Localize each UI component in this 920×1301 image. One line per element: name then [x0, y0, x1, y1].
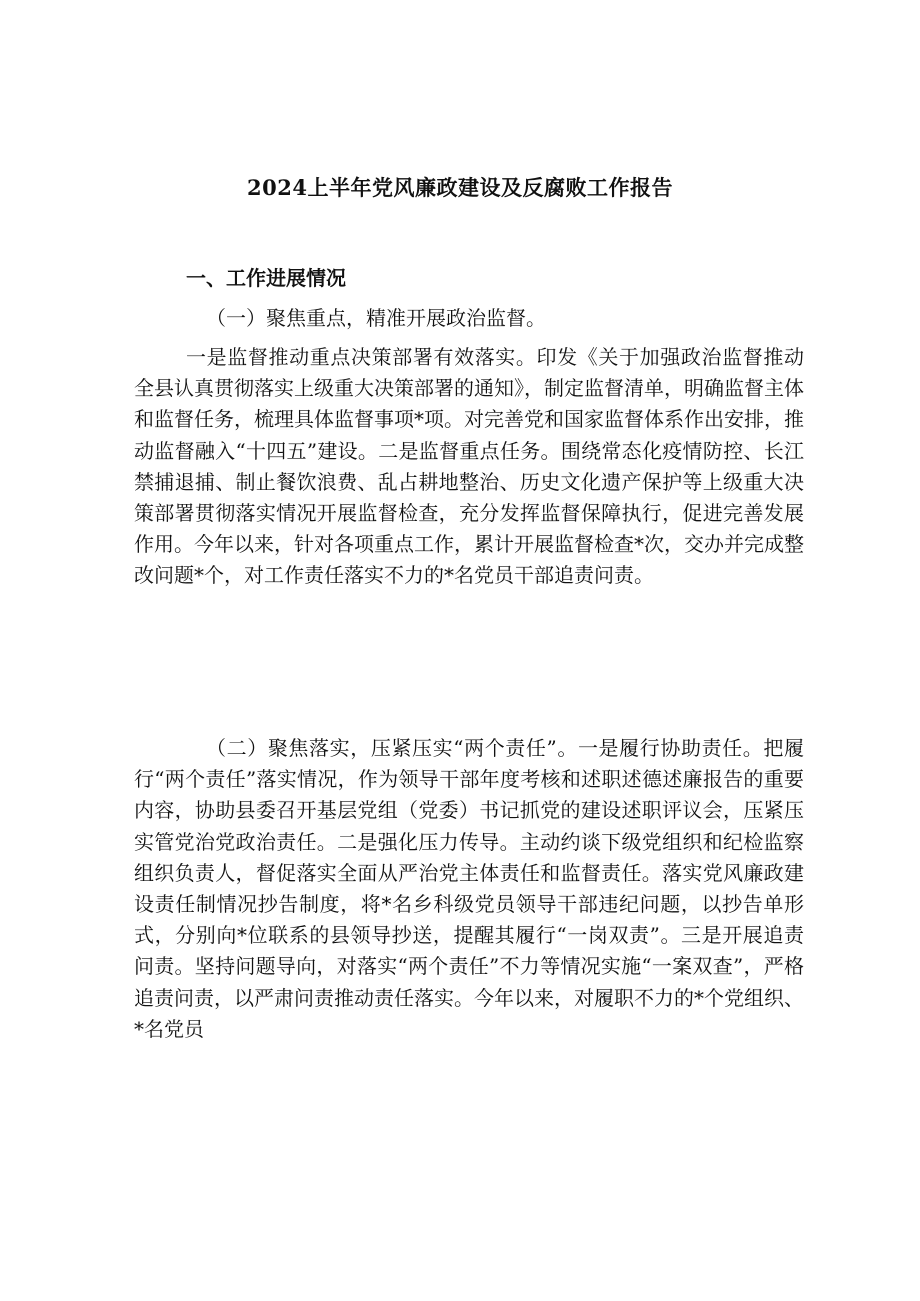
document-title: 2024上半年党风廉政建设及反腐败工作报告 [247, 175, 673, 200]
paragraph-supervision: 一是监督推动重点决策部署有效落实。印发《关于加强政治监督推动全县认真贯彻落实上级重大决策部署的通知》，制定监督清单，明确监督主体和监督任务，梳理具体监督事项*项。对完善党和国家监督体系作出安排，推动监督融入“十四五”建设。二是监督重点任务。围绕常态化疫情防控、长江禁捕退捕、制止餐饮浪费、乱占耕地整治、历史文化遗产保护等上级重大决策部署贯彻落实情况开展监督检查，充分发挥监督保障执行，促进完善发展作用。今年以来，针对各项重点工作，累计开展监督检查*次，交办并完成整改问题*个，对工作责任落实不力的*名党员干部追责问责。 [134, 345, 804, 588]
section-heading: 一、工作进展情况 [186, 266, 346, 290]
paragraph-responsibility: （二）聚焦落实，压紧压实“两个责任”。一是履行协助责任。把履行“两个责任”落实情况，作为领导干部年度考核和述职述德述廉报告的重要内容，协助县委召开基层党组（党委）书记抓党的建设述职评议会，压紧压实管党治党政治责任。二是强化压力传导。主动约谈下级党组织和纪检监察组织负责人，督促落实全面从严治党主体责任和监督责任。落实党风廉政建设责任制情况抄告制度，将*名乡科级党员领导干部违纪问题，以抄告单形式，分别向*位联系的县领导抄送，提醒其履行“一岗双责”。三是开展追责问责。坚持问题导向，对落实“两个责任”不力等情况实施“一案双查”，严格追责问责，以严肃问责推动责任落实。今年以来，对履职不力的*个党组织、*名党员 [134, 736, 804, 1041]
subsection-heading: （一）聚焦重点，精准开展政治监督。 [206, 306, 546, 330]
